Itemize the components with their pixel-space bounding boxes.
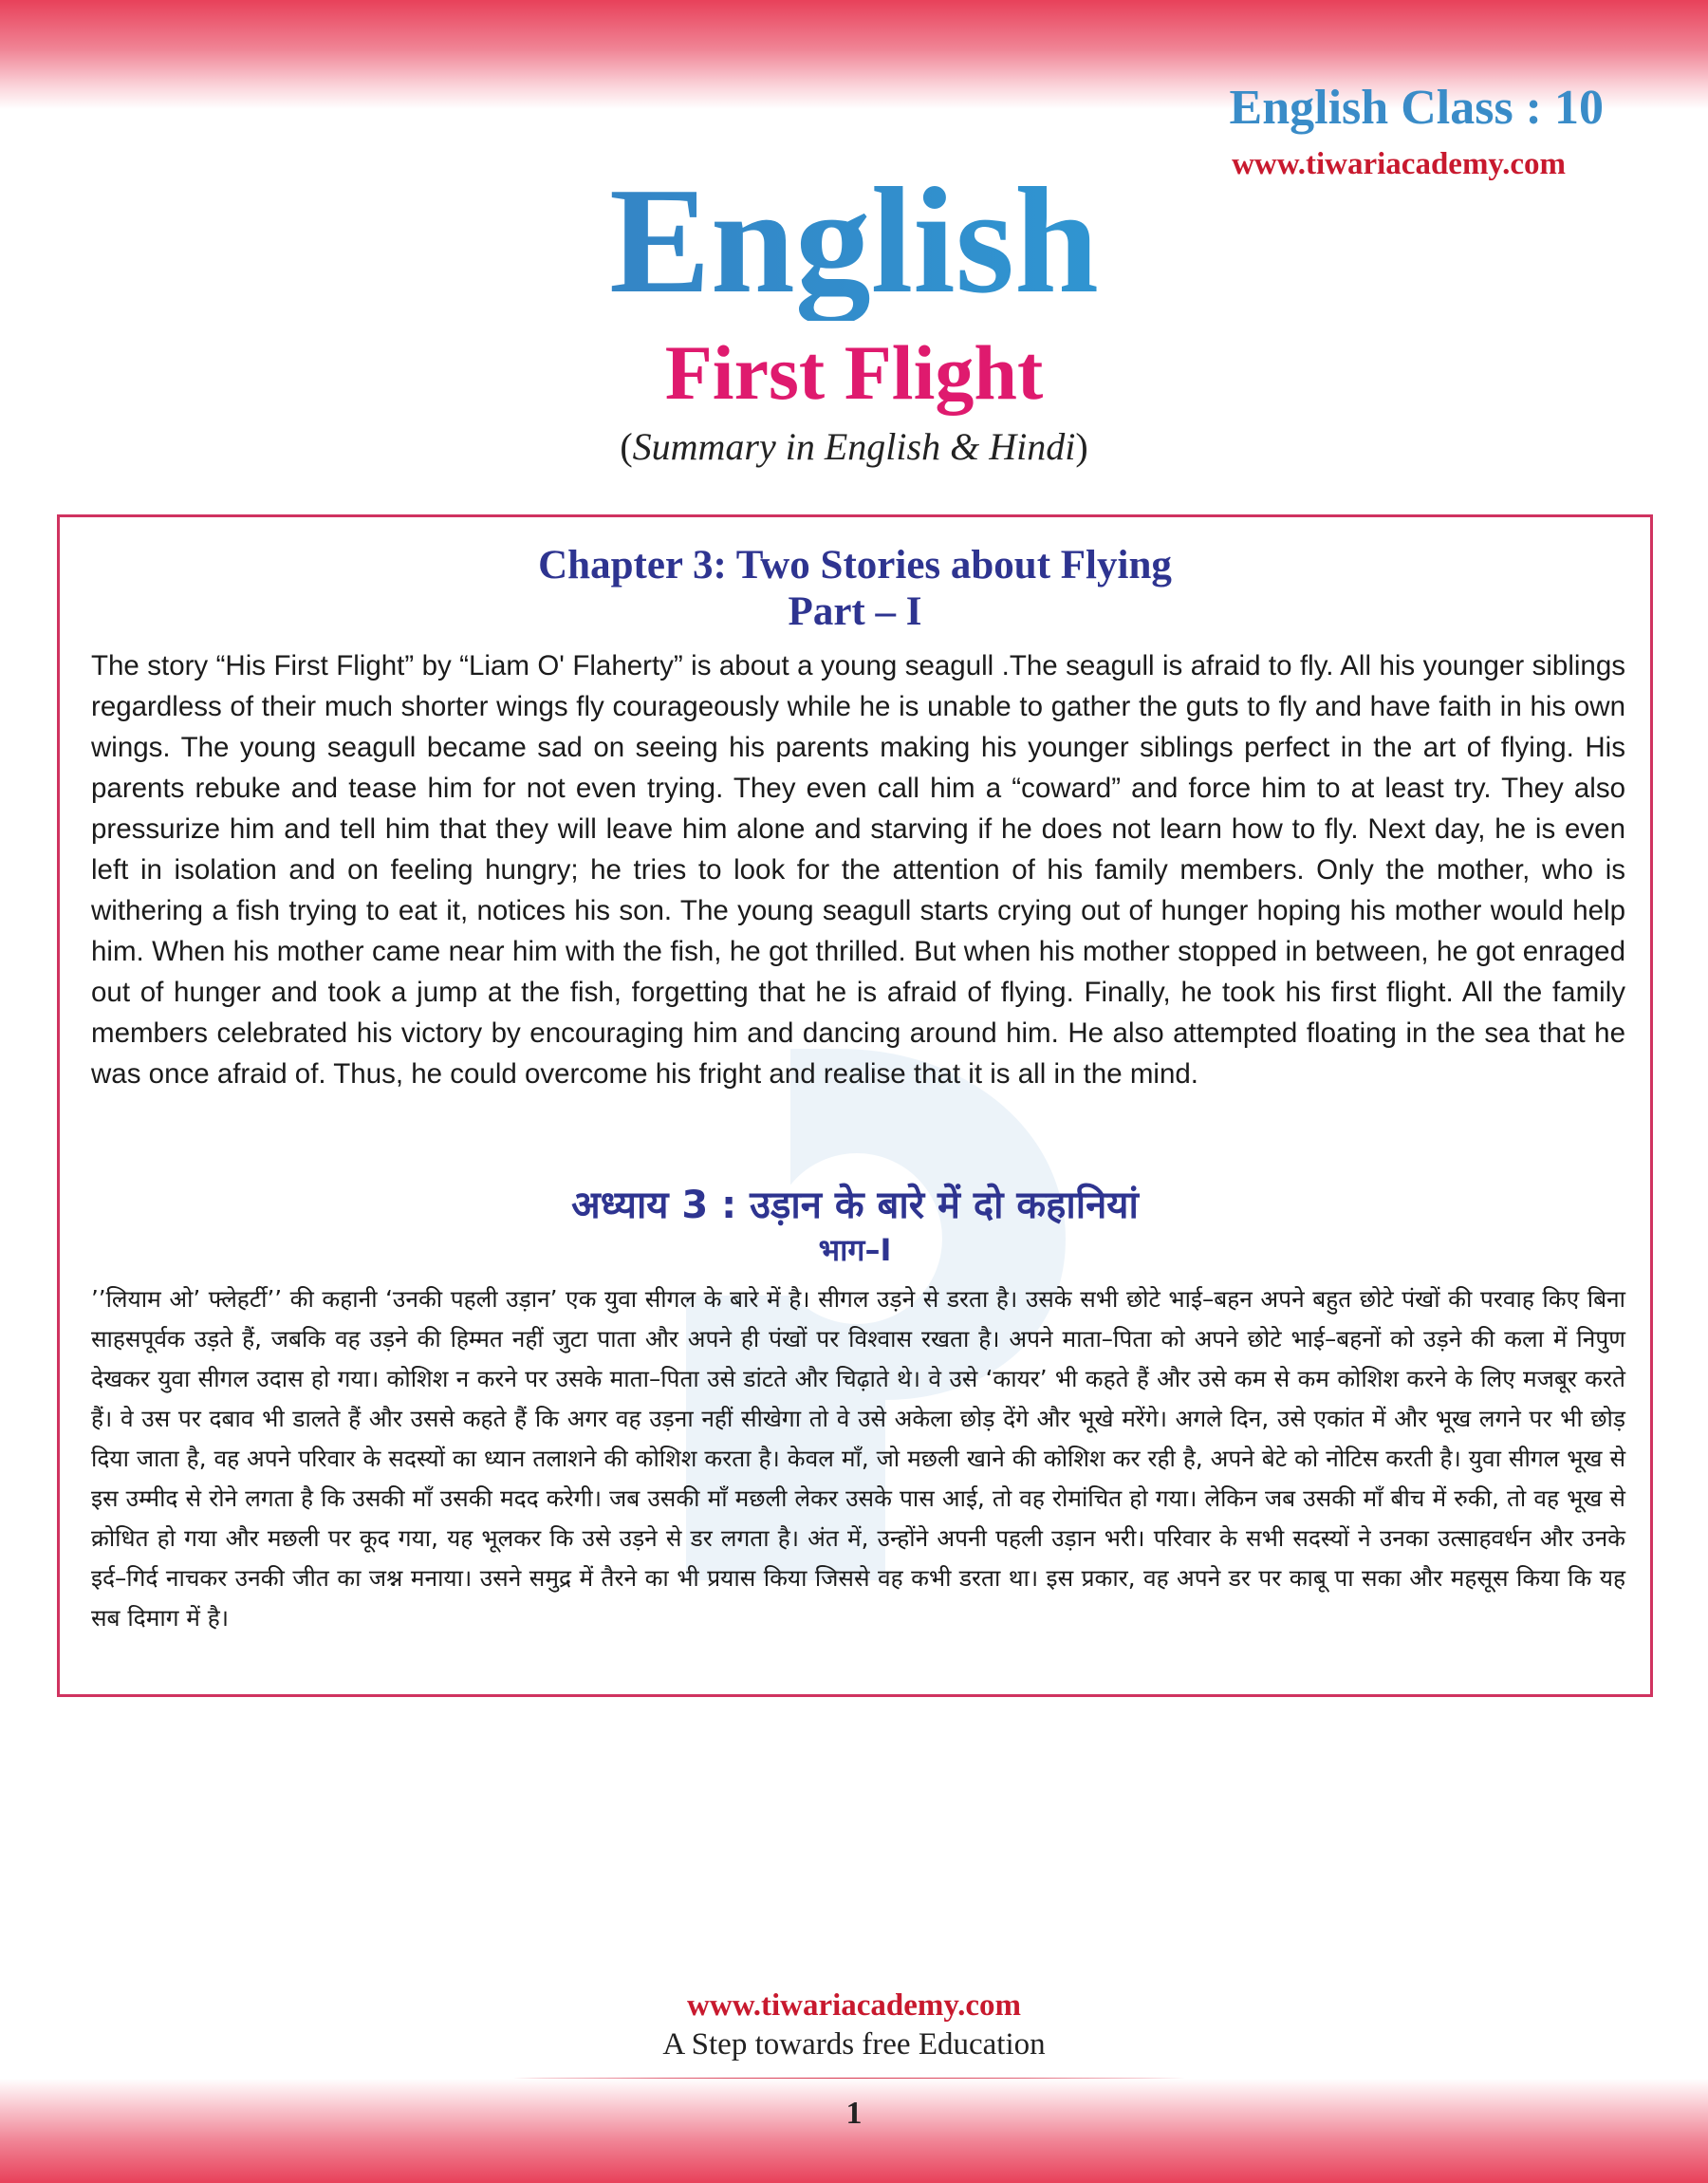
subtitle-open-paren: ( (620, 425, 633, 468)
subject-title: English (0, 159, 1708, 321)
hindi-summary: ’’लियाम ओ’ फ्लेहर्टी’’ की कहानी ‘उनकी पहली उड़ान’ एक युवा सीगल के बारे में है। सीगल उड़ने से डरता है। उसके सभी छोटे भाई–बहन अपने बहुत छोटे पंखों की परवाह किए बिना साहसपूर्वक उड़ते हैं, जबकि वह उड़ने की हिम्मत नहीं जुटा पाता और अपने ही पंखों पर विश्वास रखता है। अपने माता–पिता को अपने छोटे भाई–बहनों को उड़ने की कला में निपुण देखकर युवा सीगल उदास हो गया। कोशिश न करने पर उसके माता–पिता उसे डांटते और चिढ़ाते थे। वे उसे ‘कायर’ भी कहते हैं और उसे कम से कम कोशिश करने के लिए मजबूर करते हैं। वे उस पर दबाव भी डालते हैं और उससे कहते हैं कि अगर वह उड़ना नहीं सीखेगा तो वे उसे अकेला छोड़ देंगे और भूखे मरेंगे। अगले दिन, उसे एकांत में और भूख लगने पर भी छोड़ दिया जाता है, वह अपने परिवार के सदस्यों का ध्यान तलाशने की कोशिश करता है। केवल माँ, जो मछली खाने की कोशिश कर रही है, अपने बेटे को नोटिस करती है। युवा सीगल भूख से इस उम्मीद से रोने लगता है कि उसकी माँ उसकी मदद करेगी। जब उसकी माँ मछली लेकर उसके पास आई, तो वह रोमांचित हो गया। लेकिन जब उसकी माँ बीच में रुकी, तो वह भूख से क्रोधित हो गया और मछली पर कूद गया, यह भूलकर कि उसे उड़ने से डर लगता है। अंत में, उन्होंने अपनी पहली उड़ान भरी। परिवार के सभी सदस्यों ने उनका उत्साहवर्धन और उनके इर्द–गिर्द नाचकर उनकी जीत का जश्न मनाया। उसने समुद्र में तैरने का भी प्रयास किया जिससे वह कभी डरता था। इस प्रकार, वह अपने डर पर काबू पा सका और महसूस किया कि यह सब दिमाग में है। (91, 1285, 1626, 1632)
summary-box (57, 514, 1653, 1697)
page-number: 1 (845, 2096, 863, 2131)
subtitle (0, 423, 1708, 471)
chapter-title: Chapter 3: Two Stories about Flying (538, 543, 1172, 588)
subtitle-text: Summary in English & Hindi (632, 425, 1076, 468)
hindi-part-title: भाग–I (818, 1232, 892, 1268)
footer-tagline: A Step towards free Education (662, 2027, 1046, 2062)
subtitle-close-paren: ) (1075, 425, 1088, 468)
english-summary: The story “His First Flight” by “Liam O' Flaherty” is about a young seagull .The seagull is afraid to fly. All his younger siblings regardless of their much shorter wings fly courageously while he is unable to gather the guts to fly and have faith in his own wings. The young seagull became sad on seeing his parents making his younger siblings perfect in the art of flying. His parents rebuke and tease him for not even trying. They even call him a “coward” and force him to at least try. They also pressurize him and tell him that they will leave him alone and starving if he does not learn how to fly. Next day, he is even left in isolation and on feeling hungry; he tries to look for the attention of his family members. Only the mother, who is withering a fish trying to eat it, notices his son. The young seagull starts crying out of hunger hoping his mother would help him. When his mother came near him with the fish, he got thrilled. But when his mother stopped in between, he got enraged out of hunger and took a jump at the fish, forgetting that he is afraid of flying. Finally, he took his first flight. All the family members celebrated his victory by encouraging him and dancing around him. He also attempted floating in the sea that he was once afraid of. Thus, he could overcome his fright and realise that it is all in the mind. (91, 650, 1625, 1090)
footer-website-link[interactable]: www.tiwariacademy.com (687, 1988, 1021, 2023)
class-label: English Class : 10 (1229, 81, 1604, 135)
book-title: First Flight (664, 329, 1044, 416)
part-title: Part – I (788, 589, 922, 634)
hindi-chapter-title: अध्याय 3 : उड़ान के बारे में दो कहानियां (571, 1184, 1139, 1227)
